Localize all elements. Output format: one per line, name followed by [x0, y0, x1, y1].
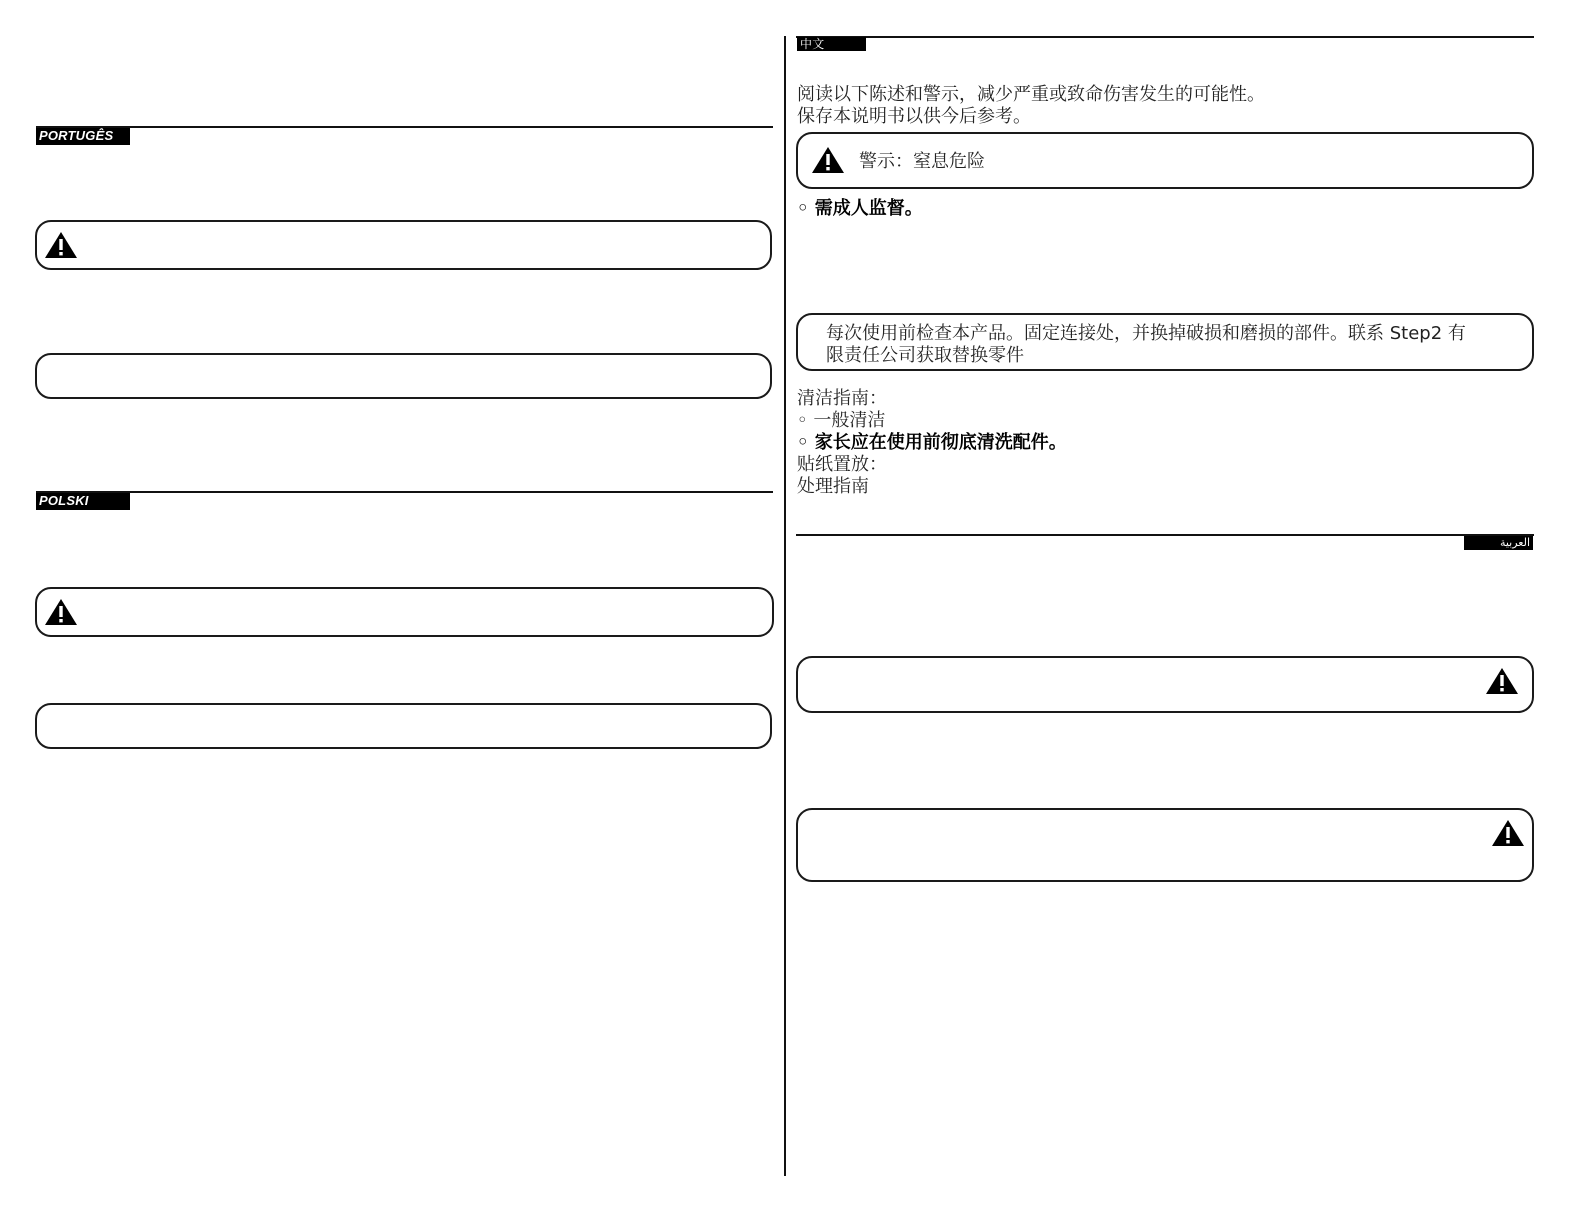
- warning-triangle-icon: [1490, 818, 1526, 848]
- cleaning-parent: ◦ 家长应在使用前彻底清洗配件。: [797, 432, 1067, 453]
- section-tag-arabic: العربية: [1464, 536, 1533, 550]
- bullet-supervision: ◦ 需成人监督。: [797, 198, 923, 219]
- section-rule-portuguese: [36, 126, 773, 128]
- column-divider: [784, 36, 786, 1176]
- section-rule-chinese: [796, 36, 1534, 38]
- warning-triangle-icon: [43, 597, 79, 627]
- section-tag-chinese: 中文: [797, 37, 866, 51]
- cleaning-heading: 清洁指南：: [797, 388, 887, 409]
- section-rule-polish: [36, 491, 773, 493]
- inspect-box-chinese: [796, 313, 1534, 371]
- cleaning-general: ◦ 一般清洁: [797, 410, 886, 431]
- disposal-heading: 处理指南: [797, 476, 869, 497]
- info-box-portuguese: [35, 353, 772, 399]
- inspect-line-1: 每次使用前检查本产品。固定连接处，并换掉破损和磨损的部件。联系 Step2 有: [826, 323, 1466, 344]
- section-tag-polish: POLSKI: [36, 493, 130, 510]
- warning-box-chinese: [796, 132, 1534, 189]
- warning-triangle-icon: [43, 230, 79, 260]
- intro-line-2: 保存本说明书以供今后参考。: [797, 106, 1031, 127]
- warning-box-arabic-2: [796, 808, 1534, 882]
- warning-box-portuguese: [35, 220, 772, 270]
- warning-triangle-icon: [1484, 666, 1520, 696]
- sticker-heading: 贴纸置放：: [797, 454, 887, 475]
- warning-title-chinese: 警示：窒息危险: [859, 151, 985, 172]
- intro-line-1: 阅读以下陈述和警示，减少严重或致命伤害发生的可能性。: [797, 84, 1265, 105]
- section-rule-arabic: [796, 534, 1534, 536]
- warning-triangle-icon: [810, 145, 846, 175]
- inspect-line-2: 限责任公司获取替换零件: [826, 345, 1024, 366]
- warning-box-arabic: [796, 656, 1534, 713]
- section-tag-portuguese: PORTUGÊS: [36, 128, 130, 145]
- info-box-polish: [35, 703, 772, 749]
- warning-box-polish: [35, 587, 774, 637]
